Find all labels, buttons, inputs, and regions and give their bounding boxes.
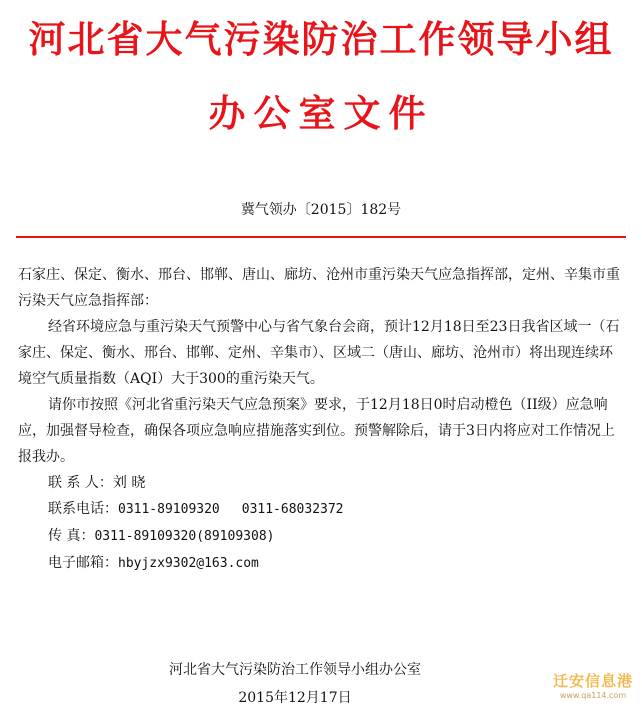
contact-fax-row: [18, 523, 622, 550]
signature-block: [145, 656, 445, 712]
signature-org: 河北省大气污染防治工作领导小组办公室: [169, 662, 421, 678]
watermark-url: www.qa114.com: [559, 691, 627, 700]
fax-label: 传 真：: [48, 528, 95, 544]
paragraph-request: 请你市按照《河北省重污染天气应急预案》要求，于12月18日0时启动橙色（II级）应急响应，加强督导检查，确保各项应急响应措施落实到位。预警解除后，请于3日内将应对工作情况上报我办。: [18, 397, 615, 465]
header-title-line1: 河北省大气污染防治工作领导小组: [28, 17, 614, 61]
document-header: [0, 10, 642, 142]
fax-number: 0311-89109320(89109308): [94, 529, 275, 544]
red-divider: [16, 236, 626, 238]
phone-number-1: 0311-89109320: [118, 502, 220, 517]
contact-person-label: 联 系 人：: [48, 475, 113, 491]
contact-person-name: 刘 晓: [112, 475, 146, 491]
contact-phone-row: [18, 496, 622, 523]
phone-number-2: 0311-68032372: [241, 502, 344, 517]
contact-person-row: [18, 470, 622, 496]
paragraph-forecast: 经省环境应急与重污染天气预警中心与省气象台会商，预计12月18日至23日我省区域一（石家庄、保定、衡水、邢台、邯郸、定州、辛集市）、区域二（唐山、廊坊、沧州市）将出现连续环境空气质量指数（AQI）大于300的重污染天气。: [18, 319, 620, 387]
watermark-text: 迁安信息港: [552, 672, 633, 690]
document-body: [18, 262, 622, 577]
email-label: 电子邮箱：: [48, 555, 118, 571]
watermark-logo: [550, 670, 636, 700]
email-address: hbyjzx9302@163.com: [118, 556, 259, 571]
contact-email-row: [18, 550, 622, 577]
recipients: 石家庄、保定、衡水、邢台、邯郸、唐山、廊坊、沧州市重污染天气应急指挥部，定州、辛集市重污染天气应急指挥部：: [18, 267, 620, 309]
phone-label: 联系电话：: [48, 501, 118, 517]
header-title-line2: 办公室文件: [208, 91, 434, 135]
document-number: 冀气领办〔2015〕182号: [240, 202, 402, 218]
signature-date: 2015年12月17日: [238, 690, 352, 706]
